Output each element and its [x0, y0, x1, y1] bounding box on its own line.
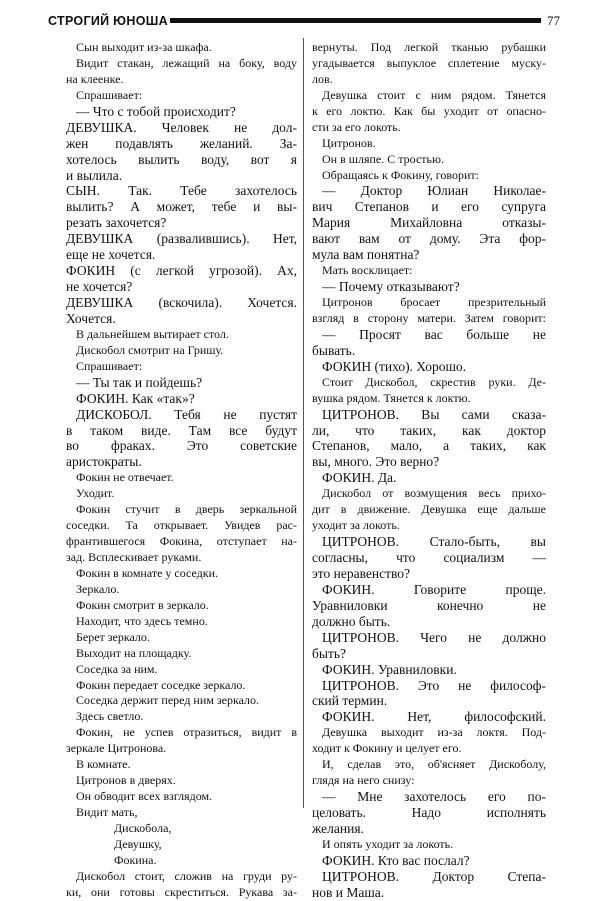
text-line: во фраках. Это советские: [66, 438, 297, 454]
text-line: Здесь светло.: [76, 709, 144, 724]
text-line: Стоит Дискобол, скрестив руки. Де-: [322, 374, 546, 389]
text-line: Цитронов в дверях.: [76, 773, 176, 788]
text-line: вы, много. Это верно?: [312, 454, 440, 470]
text-line: СЫН. Так. Тебе захотелось: [66, 183, 297, 199]
text-line: бывать.: [312, 342, 356, 358]
text-line: Фокин в комнате у соседки.: [76, 565, 219, 580]
text-line: И опять уходит за локоть.: [322, 836, 454, 851]
text-line: Видит стакан, лежащий на боку, воду: [76, 55, 297, 70]
text-line: Берет зеркало.: [76, 629, 150, 644]
text-line: В комнате.: [76, 757, 131, 772]
text-line: — Просят вас больше не: [322, 326, 546, 342]
text-line: жен подавлять желаний. За-: [66, 135, 297, 151]
text-line: и вылила.: [66, 167, 123, 183]
text-line: Девушку,: [114, 836, 162, 851]
text-line: ФОКИН. Кто вас послал?: [322, 852, 470, 868]
text-line: Выходит на площадку.: [76, 645, 192, 660]
text-line: Цитронов.: [322, 135, 376, 150]
text-line: Степанов, мало, а таких, как: [312, 438, 546, 454]
text-line: — Что с тобой происходит?: [76, 103, 236, 119]
text-line: ЦИТРОНОВ. Стало-быть, вы: [322, 534, 546, 550]
text-line: ДЕВУШКА (развалившись). Нет,: [66, 231, 297, 247]
text-line: зеркале Цитронова.: [66, 741, 167, 756]
text-line: Обращаясь к Фокину, говорит:: [322, 167, 479, 182]
text-line: угадывается выпуклое сплетение муску-: [312, 55, 546, 70]
text-line: ЦИТРОНОВ. Это не философ-: [322, 677, 546, 693]
text-line: ДЕВУШКА (вскочила). Хочется.: [66, 295, 297, 310]
text-line: — Доктор Юлиан Николае-: [322, 183, 546, 199]
text-line: франтившегося Фокина, отступает на-: [66, 534, 297, 549]
text-line: Уравниловки конечно не: [312, 597, 546, 613]
text-line: Спрашивает:: [76, 87, 143, 102]
text-line: ФОКИН. Уравниловки.: [322, 661, 457, 677]
text-line: еще не хочется.: [66, 247, 156, 263]
text-line: ДИСКОБОЛ. Тебя не пустят: [76, 406, 297, 422]
text-line: ФОКИН. Как «так»?: [76, 390, 195, 406]
text-line: Зеркало.: [76, 581, 120, 596]
column-divider: [303, 38, 304, 808]
text-line: нов и Маша.: [312, 884, 385, 900]
text-line: ФОКИН (тихо). Хорошо.: [322, 358, 466, 374]
text-line: уходит за локоть.: [312, 518, 400, 533]
text-line: мула вам понятна?: [312, 247, 420, 263]
running-header: [48, 12, 562, 32]
header-rule: [170, 18, 541, 23]
left-column: [66, 40, 297, 901]
text-line: Девушка выходит из-за локтя. Под-: [322, 725, 546, 740]
text-line: Фокин передает соседке зеркало.: [76, 677, 246, 692]
text-line: целовать. Надо исполнять: [312, 805, 546, 820]
text-line: Фокин, не успев отразиться, видит в: [76, 725, 297, 740]
text-line: ский термин.: [312, 693, 388, 709]
page-number: 77: [547, 13, 560, 28]
text-line: резать захочется?: [66, 215, 167, 231]
text-line: Цитронов бросает презрительный: [322, 295, 546, 309]
text-line: Находит, что здесь темно.: [76, 613, 208, 628]
text-line: ки, они готовы скреститься. Рукава за-: [66, 884, 297, 899]
text-line: к его локтю. Как бы уходит от опасно-: [312, 103, 546, 118]
text-line: ФОКИН (с легкой угрозой). Ах,: [66, 263, 297, 279]
text-line: Спрашивает:: [76, 358, 143, 373]
text-line: Фокин стучит в дверь зеркальной: [76, 502, 297, 517]
text-line: вернуты. Под легкой тканью рубашки: [312, 40, 546, 54]
text-line: Сын выходит из-за шкафа.: [76, 40, 212, 54]
text-line: Хочется.: [66, 310, 116, 326]
text-line: Видит мать,: [76, 805, 138, 819]
text-line: ЦИТРОНОВ. Чего не должно: [322, 629, 546, 645]
text-line: Соседка за ним.: [76, 661, 158, 676]
text-line: Дискобол от возмущения весь прихо-: [322, 486, 546, 501]
text-line: желания.: [312, 820, 364, 836]
text-line: должно быть.: [312, 613, 391, 629]
text-line: сти за его локоть.: [312, 119, 401, 134]
text-line: Он обводит всех взглядом.: [76, 789, 213, 804]
text-line: ЦИТРОНОВ. Вы сами сказа-: [322, 406, 546, 422]
text-line: в таком виде. Там все будут: [66, 422, 297, 438]
text-line: ФОКИН. Говорите проще.: [322, 581, 546, 597]
text-line: ФОКИН. Да.: [322, 470, 397, 486]
text-line: дит в движение. Девушка еще дальше: [312, 502, 546, 517]
text-line: вылить? А может, тебе и вы-: [66, 199, 297, 215]
running-title: СТРОГИЙ ЮНОША: [48, 14, 168, 28]
text-line: ЦИТРОНОВ. Доктор Степа-: [322, 868, 546, 884]
text-line: соседки. Та открывает. Увидев рас-: [66, 518, 297, 533]
text-line: Дискобол смотрит на Гришу.: [76, 342, 224, 357]
text-line: В дальнейшем вытирает стол.: [76, 326, 229, 341]
text-line: хотелось вылить воду, вот я: [66, 151, 297, 167]
text-line: — Мне захотелось его по-: [322, 789, 546, 805]
text-line: Мать восклицает:: [322, 263, 413, 278]
text-line: быть?: [312, 645, 346, 661]
text-line: вают вам от дому. Эта фор-: [312, 231, 546, 247]
text-line: Дискобол стоит, сложив на груди ру-: [76, 868, 297, 883]
text-line: Мария Михайловна отказы-: [312, 215, 546, 231]
text-line: ходит к Фокину и целует его.: [312, 741, 462, 756]
text-line: ФОКИН. Нет, философский.: [322, 709, 546, 725]
text-line: вушка рядом. Тянется к локтю.: [312, 390, 471, 405]
text-line: Фокин не отвечает.: [76, 470, 174, 485]
text-line: Соседка держит перед ним зеркало.: [76, 693, 260, 708]
text-line: И, сделав это, об'ясняет Дискоболу,: [322, 757, 546, 772]
text-line: согласны, что социализм —: [312, 550, 546, 565]
text-line: Дискобола,: [114, 820, 172, 835]
text-line: аристократы.: [66, 454, 142, 470]
text-line: — Ты так и пойдешь?: [76, 374, 203, 390]
text-line: Фокина.: [114, 852, 157, 867]
text-line: Фокин смотрит в зеркало.: [76, 597, 209, 612]
text-line: на клеенке.: [66, 71, 124, 86]
text-line: вич Степанов и его супруга: [312, 199, 546, 215]
text-line: ли, что таких, как доктор: [312, 422, 546, 438]
text-line: Девушка стоит с ним рядом. Тянется: [322, 87, 546, 102]
text-line: не хочется?: [66, 279, 133, 295]
text-line: взгляд в сторону матери. Затем говорит:: [312, 310, 546, 325]
text-line: — Почему отказывают?: [322, 279, 460, 295]
text-line: Уходит.: [76, 486, 115, 501]
text-line: ДЕВУШКА. Человек не дол-: [66, 119, 297, 135]
text-line: глядя на него снизу:: [312, 773, 415, 788]
text-line: Он в шляпе. С тростью.: [322, 151, 444, 166]
text-line: лов.: [312, 71, 333, 86]
right-column: [312, 40, 546, 901]
text-line: зад. Всплескивает руками.: [66, 550, 202, 564]
text-line: это неравенство?: [312, 565, 411, 581]
